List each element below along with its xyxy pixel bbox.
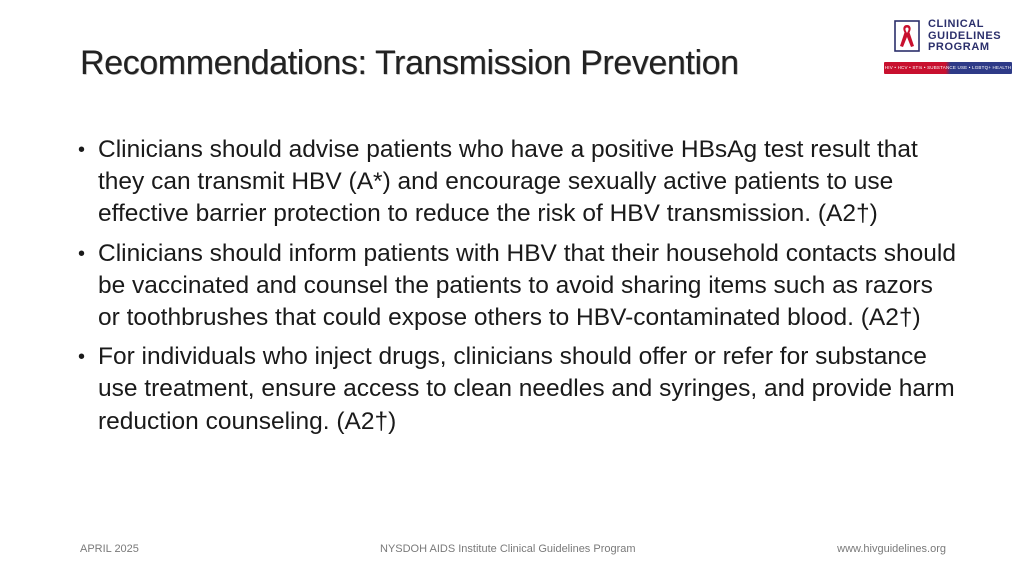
logo-line-3: PROGRAM [928,41,990,53]
red-ribbon-icon [894,20,920,52]
bullet-text: For individuals who inject drugs, clinicians should offer or refer for substance use treatment, ensure access to clean needles and syringes, and provide harm reduction counseling. (A2†) [98,343,955,435]
list-item [76,238,956,335]
logo-line-2: GUIDELINES [928,29,1002,42]
bullet-text: Clinicians should advise patients who have a positive HBsAg test result that they can transmit HBV (A*) and encourage sexually active patients to use effective barrier protection to reduce the risk of HBV transmission. (A2†) [98,136,918,228]
logo-topics-band: HIV • HCV • STIs • SUBSTANCE USE • LGBTQ+ HEALTH [884,62,1012,74]
recommendation-list [76,134,956,445]
list-item [76,134,956,231]
list-item [76,341,956,438]
bullet-icon: • [78,139,86,161]
bullet-icon: • [78,346,86,369]
logo-wordmark [928,19,1001,54]
slide-title: Recommendations: Transmission Prevention [80,44,739,82]
bullet-icon: • [78,242,86,265]
logo-line-1: CLINICAL [928,18,985,30]
clinical-guidelines-program-logo [884,18,1012,78]
footer-date: APRIL 2025 [80,543,139,555]
footer-url: www.hivguidelines.org [837,543,946,555]
footer-program: NYSDOH AIDS Institute Clinical Guidelines Program [380,543,636,555]
bullet-text: Clinicians should inform patients with HBV that their household contacts should be vaccinated and counsel the patients to avoid sharing items such as razors or toothbrushes that could expose others to HBV-contaminated blood. (A2†) [98,239,956,332]
